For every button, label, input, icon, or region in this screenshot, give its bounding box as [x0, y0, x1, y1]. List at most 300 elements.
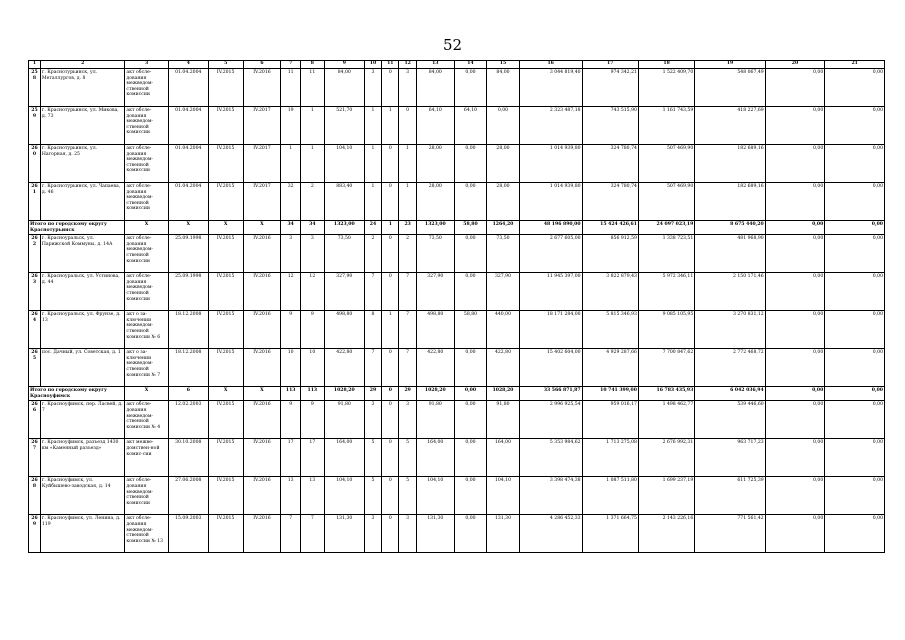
table-row [29, 69, 885, 107]
subtotal-cell: X [208, 221, 243, 235]
subtotal-cell: 1323,00 [324, 221, 364, 235]
value-cell: 5 815 346,93 [582, 311, 638, 349]
value-cell: 0,00 [454, 349, 487, 387]
value-cell: 9 [281, 401, 301, 439]
subtotal-cell: 16 783 435,93 [638, 387, 694, 401]
value-cell: 5 [364, 477, 381, 515]
value-cell: 0,00 [487, 107, 520, 145]
column-number-cell: 11 [382, 61, 399, 69]
value-cell: 11 [281, 69, 301, 107]
value-cell: 01.04.2004 [168, 145, 208, 183]
subtotal-cell: 29 [399, 387, 416, 401]
value-cell: 743 515,90 [582, 107, 638, 145]
value-cell: 2 323 487,18 [519, 107, 582, 145]
column-number-cell: 14 [454, 61, 487, 69]
value-cell: 324 780,74 [582, 183, 638, 221]
subtotal-cell: 34 [281, 221, 301, 235]
subtotal-cell: 1 [382, 221, 399, 235]
value-cell: 18.12.2008 [168, 349, 208, 387]
value-cell: 1 [382, 107, 399, 145]
value-cell: 28,00 [416, 183, 454, 221]
row-number-cell: 259 [29, 107, 41, 145]
value-cell: 0,00 [765, 183, 825, 221]
value-cell: IV.2016 [243, 273, 281, 311]
value-cell: 0,00 [765, 145, 825, 183]
value-cell: 1 699 237,19 [638, 477, 694, 515]
value-cell: 327,90 [324, 273, 364, 311]
value-cell: 11 [300, 69, 324, 107]
value-cell: 1 713 275,08 [582, 439, 638, 477]
value-cell: 498,80 [324, 311, 364, 349]
table-row [29, 477, 885, 515]
value-cell: 7 [364, 349, 381, 387]
value-cell: 0 [382, 477, 399, 515]
value-cell: IV.2017 [243, 107, 281, 145]
value-cell: 0 [382, 401, 399, 439]
value-cell: 5 [364, 439, 381, 477]
subtotal-cell: 113 [281, 387, 301, 401]
value-cell: 1 522 409,70 [638, 69, 694, 107]
column-number-cell: 13 [416, 61, 454, 69]
document-cell: акт о за-ключении межведом-ственной комиссии № 7 [125, 349, 168, 387]
value-cell: 0,00 [454, 477, 487, 515]
value-cell: 3 [364, 515, 381, 553]
value-cell: 1 [382, 311, 399, 349]
value-cell: 1 [300, 107, 324, 145]
value-cell: 327,90 [416, 273, 454, 311]
value-cell: 164,00 [324, 439, 364, 477]
subtotal-cell: X [125, 221, 168, 235]
value-cell: 0,00 [765, 273, 825, 311]
subtotal-cell: 0,00 [765, 387, 825, 401]
value-cell: 0,00 [454, 145, 487, 183]
value-cell: 0 [382, 349, 399, 387]
subtotal-cell: 0,00 [825, 387, 885, 401]
value-cell: 28,00 [487, 183, 520, 221]
document-cell: акт обсле-дования межведом-ственной комиссии [125, 183, 168, 221]
value-cell: IV.2016 [243, 401, 281, 439]
value-cell: 25.09.1998 [168, 235, 208, 273]
document-cell: акт межве-домствен-ной комис-сии [125, 439, 168, 477]
subtotal-cell: 24 [364, 221, 381, 235]
subtotal-cell: 1264,20 [487, 221, 520, 235]
column-number-cell: 10 [364, 61, 381, 69]
address-cell: г. Краснотурьинск, ул. Металлургов, д. 8 [40, 69, 125, 107]
subtotal-cell: X [243, 221, 281, 235]
value-cell: 64,10 [454, 107, 487, 145]
value-cell: 7 700 847,62 [638, 349, 694, 387]
value-cell: 0 [399, 107, 416, 145]
value-cell: 104,10 [416, 477, 454, 515]
column-number-cell: 9 [324, 61, 364, 69]
value-cell: 1 [281, 145, 301, 183]
value-cell: 73,50 [324, 235, 364, 273]
value-cell: IV.2015 [208, 69, 243, 107]
value-cell: IV.2015 [208, 477, 243, 515]
value-cell: 84,00 [487, 69, 520, 107]
value-cell: 0,00 [825, 183, 885, 221]
subtotal-cell: 1028,20 [324, 387, 364, 401]
address-cell: г. Краснотурьинск, ул. Микова, д. 73 [40, 107, 125, 145]
column-number-cell: 20 [765, 61, 825, 69]
value-cell: 104,10 [487, 477, 520, 515]
subtotal-cell: 6 042 036,94 [695, 387, 765, 401]
column-number-cell: 2 [40, 61, 125, 69]
value-cell: IV.2015 [208, 311, 243, 349]
column-number-cell: 6 [243, 61, 281, 69]
value-cell: 5 972 346,11 [638, 273, 694, 311]
row-number-cell: 263 [29, 273, 41, 311]
value-cell: 1 161 743,59 [638, 107, 694, 145]
subtotal-cell: 1028,20 [487, 387, 520, 401]
table-row [29, 235, 885, 273]
subtotal-label: Итого по городскому округу Краснотурьинск [29, 221, 125, 235]
address-cell: пос. Дачный, ул. Советская, д. 1 [40, 349, 125, 387]
value-cell: 1 338 723,51 [638, 235, 694, 273]
value-cell: IV.2015 [208, 401, 243, 439]
subtotal-cell: 15 424 426,61 [582, 221, 638, 235]
value-cell: 0,00 [454, 515, 487, 553]
value-cell: 0,00 [454, 439, 487, 477]
subtotal-cell: 0,00 [765, 221, 825, 235]
value-cell: 73,50 [487, 235, 520, 273]
value-cell: 8 [364, 311, 381, 349]
table-row [29, 349, 885, 387]
subtotal-cell: 6 [168, 387, 208, 401]
value-cell: 2 676 992,31 [638, 439, 694, 477]
table-row [29, 145, 885, 183]
table-row [29, 401, 885, 439]
value-cell: 2 677 605,00 [519, 235, 582, 273]
address-cell: г. Красноуфимск, пер. Ласвей, д. 7 [40, 401, 125, 439]
subtotal-cell: X [168, 221, 208, 235]
document-cell: акт обсле-дования межведом-ственной комиссии [125, 69, 168, 107]
value-cell: 131,30 [487, 515, 520, 553]
subtotal-cell: 1028,20 [416, 387, 454, 401]
document-cell: акт обсле-дования межведом-ственной комиссии № 4 [125, 401, 168, 439]
value-cell: 01.04.2004 [168, 69, 208, 107]
value-cell: 0,00 [825, 273, 885, 311]
value-cell: 0 [382, 145, 399, 183]
subtotal-cell: 0,00 [454, 387, 487, 401]
column-number-cell: 5 [208, 61, 243, 69]
document-cell: акт о за-ключении межведом-ственной комиссии № 6 [125, 311, 168, 349]
value-cell: 0,00 [765, 235, 825, 273]
value-cell: 18 171 284,00 [519, 311, 582, 349]
value-cell: 1 087 511,80 [582, 477, 638, 515]
value-cell: 58,80 [454, 311, 487, 349]
value-cell: 0,00 [825, 145, 885, 183]
value-cell: 0 [382, 69, 399, 107]
value-cell: IV.2017 [243, 183, 281, 221]
value-cell: 15 402 604,00 [519, 349, 582, 387]
value-cell: 0,00 [765, 69, 825, 107]
value-cell: IV.2016 [243, 69, 281, 107]
value-cell: 0,00 [825, 107, 885, 145]
value-cell: 963 717,23 [695, 439, 765, 477]
value-cell: 0 [382, 183, 399, 221]
value-cell: 4 286 452,33 [519, 515, 582, 553]
value-cell: 5 [399, 439, 416, 477]
row-number-cell: 267 [29, 439, 41, 477]
column-number-cell: 21 [825, 61, 885, 69]
value-cell: 1 [399, 183, 416, 221]
value-cell: 1 014 939,80 [519, 145, 582, 183]
value-cell: 5 [399, 477, 416, 515]
value-cell: 0,00 [765, 401, 825, 439]
address-cell: г. Краснотурьинск, ул. Нагорная, д. 25 [40, 145, 125, 183]
table-row [29, 439, 885, 477]
address-cell: г. Краснотурьинск, ул. Чапаева, д. 46 [40, 183, 125, 221]
value-cell: 182 689,16 [695, 183, 765, 221]
value-cell: 771 561,42 [695, 515, 765, 553]
value-cell: 0 [382, 439, 399, 477]
subtotal-cell: 34 [300, 221, 324, 235]
value-cell: IV.2016 [243, 515, 281, 553]
column-number-cell: 4 [168, 61, 208, 69]
value-cell: 0 [382, 235, 399, 273]
value-cell: IV.2016 [243, 311, 281, 349]
value-cell: 0,00 [454, 273, 487, 311]
subtotal-cell: 33 566 871,87 [519, 387, 582, 401]
value-cell: IV.2015 [208, 273, 243, 311]
value-cell: 15.09.2003 [168, 515, 208, 553]
value-cell: IV.2015 [208, 439, 243, 477]
value-cell: 0,00 [825, 439, 885, 477]
value-cell: 0,00 [765, 349, 825, 387]
row-number-cell: 268 [29, 477, 41, 515]
row-number-cell: 265 [29, 349, 41, 387]
value-cell: 0,00 [825, 401, 885, 439]
value-cell: 883,40 [324, 183, 364, 221]
value-cell: 856 912,59 [582, 235, 638, 273]
value-cell: 0,00 [825, 349, 885, 387]
column-number-cell: 16 [519, 61, 582, 69]
subtotal-cell: 24 097 023,19 [638, 221, 694, 235]
subtotal-row [29, 221, 885, 235]
value-cell: 4 929 287,66 [582, 349, 638, 387]
subtotal-cell: X [208, 387, 243, 401]
value-cell: 3 [399, 69, 416, 107]
table-body [29, 61, 885, 553]
value-cell: 481 968,90 [695, 235, 765, 273]
value-cell: 0,00 [825, 311, 885, 349]
table-row [29, 107, 885, 145]
table-row [29, 515, 885, 553]
value-cell: 3 [399, 401, 416, 439]
value-cell: IV.2016 [243, 235, 281, 273]
value-cell: 0,00 [825, 477, 885, 515]
subtotal-cell: X [125, 387, 168, 401]
subtotal-cell: 0 [382, 387, 399, 401]
address-cell: г. Красноуфимск, ул. Ленина, д. 119 [40, 515, 125, 553]
value-cell: 959 016,17 [582, 401, 638, 439]
document-cell: акт обсле-дования межведом-ственной комиссии [125, 477, 168, 515]
value-cell: 1 [399, 145, 416, 183]
value-cell: 2 [364, 235, 381, 273]
document-cell: акт обсле-дования межведом-ственной комиссии [125, 107, 168, 145]
column-number-cell: 17 [582, 61, 638, 69]
value-cell: 548 067,49 [695, 69, 765, 107]
document-cell: акт обсле-дования межведом-ственной комиссии [125, 145, 168, 183]
value-cell: 1 [364, 107, 381, 145]
column-number-cell: 19 [695, 61, 765, 69]
subtotal-cell: 10 741 399,00 [582, 387, 638, 401]
value-cell: 3 270 831,12 [695, 311, 765, 349]
value-cell: 3 044 819,40 [519, 69, 582, 107]
value-cell: 327,90 [487, 273, 520, 311]
value-cell: 507 469,90 [638, 145, 694, 183]
value-cell: 324 780,74 [582, 145, 638, 183]
value-cell: IV.2015 [208, 515, 243, 553]
value-cell: 2 772 468,72 [695, 349, 765, 387]
column-number-cell: 3 [125, 61, 168, 69]
column-number-cell: 15 [487, 61, 520, 69]
subtotal-cell: 23 [399, 221, 416, 235]
value-cell: 0,00 [765, 477, 825, 515]
value-cell: 9 [300, 311, 324, 349]
value-cell: 0 [382, 273, 399, 311]
value-cell: 0,00 [765, 311, 825, 349]
value-cell: 84,00 [324, 69, 364, 107]
row-number-cell: 264 [29, 311, 41, 349]
subtotal-cell: 1323,00 [416, 221, 454, 235]
value-cell: 0,00 [765, 107, 825, 145]
value-cell: 11 945 397,00 [519, 273, 582, 311]
value-cell: 164,00 [487, 439, 520, 477]
value-cell: 32 [281, 183, 301, 221]
value-cell: 3 [364, 401, 381, 439]
value-cell: 25.09.1998 [168, 273, 208, 311]
value-cell: 64,10 [416, 107, 454, 145]
value-cell: 73,50 [416, 235, 454, 273]
value-cell: IV.2017 [243, 145, 281, 183]
value-cell: 2 150 171,46 [695, 273, 765, 311]
row-number-cell: 269 [29, 515, 41, 553]
value-cell: 422,80 [487, 349, 520, 387]
document-cell: акт обсле-дования межведом-ственной комиссии [125, 273, 168, 311]
value-cell: 9 [300, 401, 324, 439]
column-number-cell: 7 [281, 61, 301, 69]
row-number-cell: 266 [29, 401, 41, 439]
value-cell: 1 [300, 145, 324, 183]
value-cell: 1 371 664,75 [582, 515, 638, 553]
value-cell: 1 014 939,80 [519, 183, 582, 221]
subtotal-cell: X [243, 387, 281, 401]
value-cell: 91,80 [487, 401, 520, 439]
column-number-header-row [29, 61, 885, 69]
value-cell: IV.2015 [208, 235, 243, 273]
value-cell: 9 [281, 311, 301, 349]
value-cell: 84,00 [416, 69, 454, 107]
value-cell: 507 469,90 [638, 183, 694, 221]
address-cell: г. Красноуральск, ул. Устинова, д. 44 [40, 273, 125, 311]
value-cell: 2 [300, 183, 324, 221]
value-cell: IV.2016 [243, 349, 281, 387]
column-number-cell: 12 [399, 61, 416, 69]
value-cell: 2 [399, 235, 416, 273]
subtotal-cell: 29 [364, 387, 381, 401]
subtotal-cell: 58,80 [454, 221, 487, 235]
value-cell: 28,00 [416, 145, 454, 183]
row-number-cell: 260 [29, 145, 41, 183]
value-cell: 3 [399, 515, 416, 553]
value-cell: 182 689,16 [695, 145, 765, 183]
address-cell: г. Красноуфимск, ул. Куйбышево-заводская, д. 14 [40, 477, 125, 515]
value-cell: 418 227,69 [695, 107, 765, 145]
value-cell: 3 398 474,38 [519, 477, 582, 515]
value-cell: 91,80 [324, 401, 364, 439]
table-row [29, 273, 885, 311]
value-cell: 1 498 462,77 [638, 401, 694, 439]
subtotal-cell: 8 675 440,20 [695, 221, 765, 235]
value-cell: 2 143 226,16 [638, 515, 694, 553]
column-number-cell: 1 [29, 61, 41, 69]
subtotal-cell: 113 [300, 387, 324, 401]
value-cell: IV.2015 [208, 107, 243, 145]
value-cell: 10 [281, 349, 301, 387]
value-cell: 0,00 [825, 69, 885, 107]
value-cell: 164,00 [416, 439, 454, 477]
value-cell: 0,00 [454, 183, 487, 221]
value-cell: 91,80 [416, 401, 454, 439]
subtotal-cell: 48 196 890,00 [519, 221, 582, 235]
value-cell: 01.04.2004 [168, 183, 208, 221]
column-number-cell: 18 [638, 61, 694, 69]
value-cell: 13 [281, 477, 301, 515]
address-cell: г. Красноуральск, ул. Парижской Коммуны, д. 14А [40, 235, 125, 273]
document-cell: акт обсле-дования межведом-ственной комиссии [125, 235, 168, 273]
document-cell: акт обсле-дования межведом-ственной комиссии № 13 [125, 515, 168, 553]
value-cell: 539 446,60 [695, 401, 765, 439]
value-cell: 27.06.2008 [168, 477, 208, 515]
value-cell: 611 725,39 [695, 477, 765, 515]
value-cell: IV.2016 [243, 477, 281, 515]
page-number: 52 [442, 36, 463, 54]
value-cell: 0,00 [765, 515, 825, 553]
value-cell: 0,00 [765, 439, 825, 477]
subtotal-row [29, 387, 885, 401]
value-cell: 422,80 [324, 349, 364, 387]
value-cell: 0 [382, 515, 399, 553]
value-cell: 422,80 [416, 349, 454, 387]
value-cell: 0,00 [454, 401, 487, 439]
value-cell: 0,00 [825, 235, 885, 273]
value-cell: 974 342,21 [582, 69, 638, 107]
subtotal-cell: 0,00 [825, 221, 885, 235]
value-cell: 0,00 [454, 69, 487, 107]
value-cell: 12 [281, 273, 301, 311]
value-cell: IV.2015 [208, 183, 243, 221]
value-cell: 7 [399, 349, 416, 387]
value-cell: 19 [281, 107, 301, 145]
value-cell: 12.02.2003 [168, 401, 208, 439]
housing-relocation-table [28, 60, 885, 553]
value-cell: IV.2015 [208, 145, 243, 183]
address-cell: г. Красноуфимск, разъезд 1430 км «Каменный разъезд» [40, 439, 125, 477]
value-cell: 0,00 [454, 235, 487, 273]
value-cell: 5 353 984,62 [519, 439, 582, 477]
value-cell: 9 085 105,95 [638, 311, 694, 349]
value-cell: 3 [281, 235, 301, 273]
value-cell: 104,10 [324, 145, 364, 183]
value-cell: 13 [300, 477, 324, 515]
value-cell: 7 [399, 273, 416, 311]
value-cell: 498,80 [416, 311, 454, 349]
column-number-cell: 8 [300, 61, 324, 69]
value-cell: 7 [399, 311, 416, 349]
value-cell: 17 [281, 439, 301, 477]
